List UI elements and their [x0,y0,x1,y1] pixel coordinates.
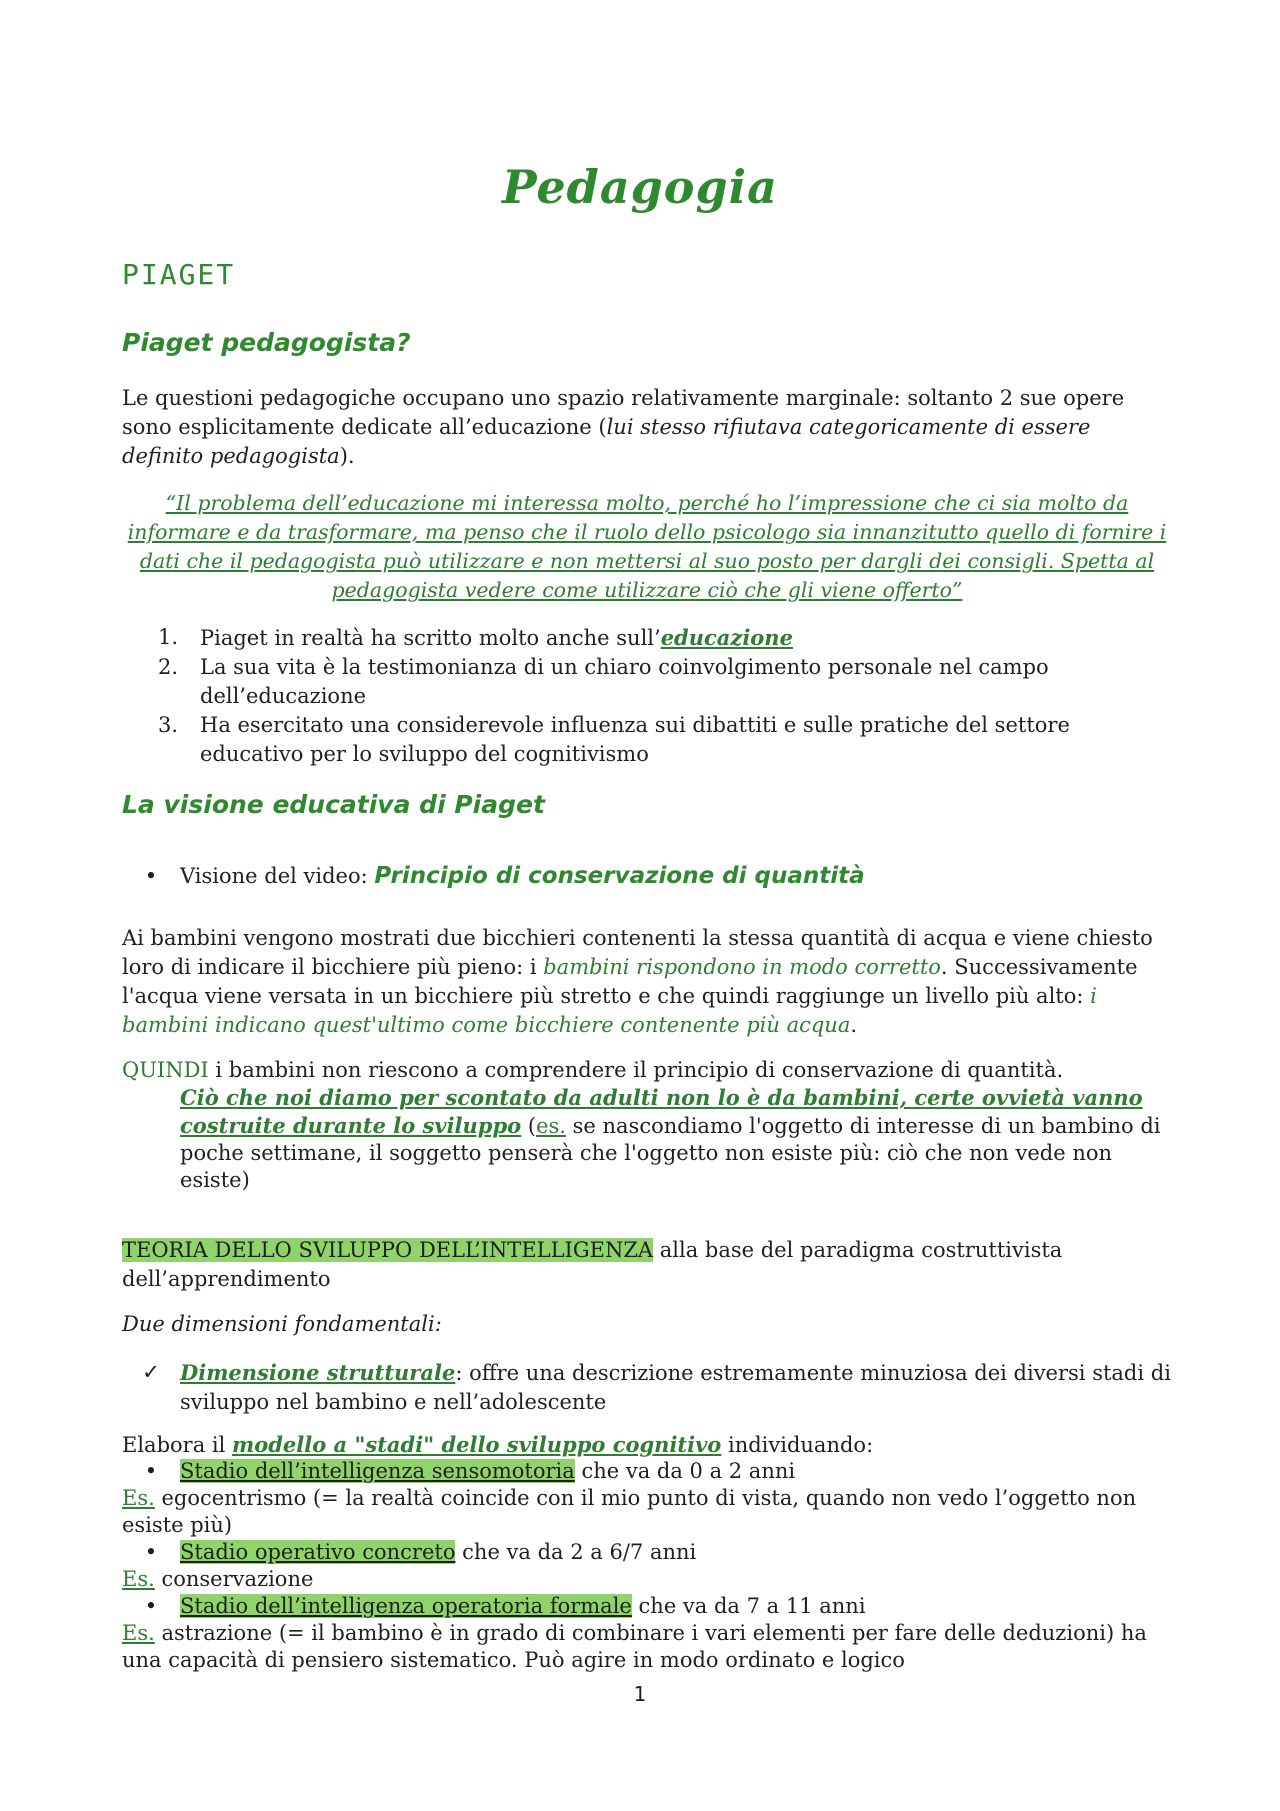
intro-paragraph [122,384,1172,471]
stage-example: astrazione (= il bambino è in grado di combinare i vari elementi per fare delle deduzioni) ha una capacità di pensiero sistematico. Può agire in modo ordinato e logico [122,1621,1147,1672]
quindi-line [122,1056,1172,1085]
stage-example: egocentrismo (= la realtà coincide con il mio punto di vista, quando non vedo l’oggetto non esiste più) [122,1486,1137,1537]
list-emphasis: educazione [660,625,793,650]
elabora-model: modello a "stadi" dello sviluppo cognitivo [232,1432,722,1457]
list-number: 1. [157,625,178,649]
elabora-text: Elabora il [122,1433,232,1457]
check-icon: ✓ [142,1360,160,1384]
stage-range: che va da 7 a 11 anni [631,1594,866,1618]
experiment-text-3: . [850,1013,858,1037]
experiment-text-2: . Successivamente l'acqua viene versata in un bicchiere più stretto e che quindi raggiunge un livello più alto: [122,955,1138,1008]
es-label: Es. [122,1486,155,1510]
quindi-text: i bambini non riescono a comprendere il principio di conservazione di quantità. [208,1058,1064,1082]
stage-name: Stadio dell’intelligenza operatoria formale [180,1594,632,1618]
stage-name: Stadio operativo concreto [180,1540,456,1564]
stage-name: Stadio dell’intelligenza sensomotoria [180,1459,575,1483]
stage-example: conservazione [154,1567,314,1591]
page-title: Pedagogia [502,160,778,214]
page-number: 1 [633,1682,647,1706]
experiment-paragraph [122,924,1172,1040]
quindi-word: QUINDI [122,1058,209,1082]
list-text: Ha esercitato una considerevole influenza sui dibattiti e sulle pratiche del settore educativo per lo sviluppo del cognitivismo [200,713,1070,766]
stage-item [122,1593,1172,1674]
experiment-text: Ai bambini vengono mostrati due bicchieri contenenti la stessa quantità di acqua e viene chiesto loro di indicare il bicchiere più pieno: i [122,926,1153,979]
intro-text-end: ). [339,444,355,468]
experiment-green-2: i bambini indicano quest'ultimo come bicchiere contenente più acqua [122,984,1097,1037]
es-label: es. [536,1114,566,1138]
elabora-text-end: individuando: [721,1433,874,1457]
dimensione-item [122,1358,1172,1417]
list-number: 3. [157,713,178,737]
experiment-green-1: bambini rispondono in modo corretto [543,955,941,979]
stage-range: che va da 2 a 6/7 anni [455,1540,697,1564]
bullet-icon: • [144,1540,158,1564]
dimensione-name: Dimensione strutturale [180,1360,456,1385]
intro-text: Le questioni pedagogiche occupano uno spazio relativamente marginale: soltanto 2 sue opere sono esplicitamente dedicate all’educazione ( [122,386,1125,439]
due-dimensioni: Due dimensioni fondamentali: [122,1312,442,1336]
quindi-detail [180,1084,1172,1194]
list-item [122,711,1172,769]
intro-italic: lui stesso rifiutava categoricamente di essere definito pedagogista [122,415,1091,468]
es-label: Es. [122,1567,155,1591]
stage-range: che va da 0 a 2 anni [574,1459,796,1483]
teoria-text: alla base del paradigma costruttivista dell’apprendimento [122,1238,1063,1291]
teoria-highlight: TEORIA DELLO SVILUPPO DELL’INTELLIGENZA [122,1238,654,1262]
list-text: La sua vita è la testimonianza di un chiaro coinvolgimento personale nel campo dell’educazione [200,655,1049,708]
subheading-pedagogista: Piaget pedagogista? [122,328,411,357]
key-concept: Ciò che noi diamo per scontato da adulti non lo è da bambini, certe ovvietà vanno costruite durante lo sviluppo [180,1085,1143,1138]
elabora-line [122,1430,1172,1460]
list-item [122,653,1172,711]
video-item [122,862,1172,891]
teoria-paragraph [122,1236,1172,1294]
list-item [122,623,1172,653]
subheading-visione: La visione educativa di Piaget [122,790,545,819]
bullet-icon: • [144,1594,158,1618]
numbered-list [122,623,1172,769]
list-number: 2. [157,655,178,679]
dimensione-text: : offre una descrizione estremamente minuziosa dei diversi stadi di sviluppo nel bambino e nell’adolescente [180,1361,1171,1414]
video-label: Visione del video: [180,864,375,888]
stage-item [122,1539,1172,1593]
bullet-icon: • [144,1459,158,1483]
stage-item [122,1458,1172,1539]
section-heading: PIAGET [122,258,236,291]
piaget-quote: “Il problema dell’educazione mi interessa molto, perché ho l’impressione che ci sia molto da informare e da trasformare, ma penso che il ruolo dello psicologo sia innanzitutto quello di fornire i dati che il pedagogista può utilizzare e non mettersi al suo posto per dargli dei consigli. Spetta al pedagogista vedere come utilizzare ciò che gli viene offerto” [127,491,1167,602]
list-text: Piaget in realtà ha scritto molto anche sull’ [200,626,661,650]
bullet-icon: • [144,864,158,888]
es-label: Es. [122,1621,155,1645]
example-text: se nascondiamo l'oggetto di interesse di un bambino di poche settimane, il soggetto penserà che l'oggetto non esiste più: ciò che non vede non esiste) [180,1114,1161,1192]
video-title: Principio di conservazione di quantità [374,863,865,889]
paren: ( [521,1114,537,1138]
